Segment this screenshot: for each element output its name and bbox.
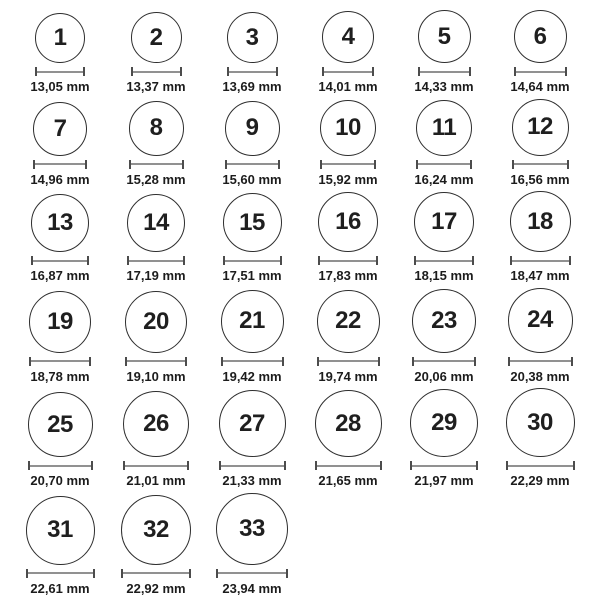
- ring-circle: [131, 12, 182, 63]
- diameter-dimension-line: [506, 461, 575, 470]
- ring-size-number: 27: [239, 409, 265, 437]
- ring-size-cell: [204, 101, 300, 188]
- ring-size-number: 12: [527, 113, 553, 141]
- ring-circle: [29, 291, 91, 353]
- diameter-label: 14,01 mm: [318, 79, 378, 94]
- ring-size-number: 9: [245, 114, 259, 142]
- diameter-dimension-line: [227, 67, 278, 76]
- ring-size-cell: [396, 100, 492, 188]
- ring-size-cell: [492, 388, 588, 489]
- diameter-dimension-line: [127, 256, 185, 265]
- ring-size-number: 14: [143, 209, 169, 237]
- ring-circle: [26, 496, 95, 565]
- ring-size-number: 8: [149, 114, 163, 142]
- ring-size-cell: [12, 13, 108, 95]
- ring-size-number: 5: [437, 22, 451, 50]
- ring-circle: [216, 493, 288, 565]
- ring-circle: [512, 99, 569, 156]
- diameter-dimension-line: [216, 569, 288, 578]
- chart-row: [12, 288, 588, 385]
- diameter-dimension-line: [315, 461, 382, 470]
- ring-size-cell: [300, 11, 396, 95]
- ring-size-number: 21: [239, 307, 265, 335]
- diameter-label: 19,42 mm: [222, 368, 282, 384]
- ring-size-number: 15: [239, 208, 265, 236]
- ring-circle: [129, 101, 184, 156]
- ring-size-number: 23: [431, 306, 457, 334]
- ring-circle: [508, 288, 573, 353]
- diameter-label: 15,60 mm: [222, 171, 282, 187]
- ring-circle: [33, 102, 87, 156]
- ring-size-cell: [204, 493, 300, 597]
- ring-circle: [227, 12, 278, 63]
- ring-size-cell: [108, 495, 204, 597]
- ring-size-cell: [12, 496, 108, 597]
- ring-size-cell: [12, 194, 108, 284]
- ring-size-cell: [396, 289, 492, 385]
- ring-size-cell: [12, 392, 108, 489]
- ring-circle: [410, 389, 478, 457]
- diameter-dimension-line: [26, 569, 95, 578]
- diameter-label: 17,83 mm: [318, 268, 378, 284]
- diameter-dimension-line: [418, 67, 471, 76]
- diameter-label: 14,64 mm: [510, 79, 570, 94]
- diameter-label: 22,29 mm: [510, 473, 570, 489]
- ring-size-cell: [12, 102, 108, 188]
- ring-circle: [121, 495, 191, 565]
- ring-size-number: 32: [143, 515, 169, 543]
- diameter-label: 21,01 mm: [126, 473, 186, 489]
- ring-size-cell: [492, 288, 588, 385]
- diameter-dimension-line: [322, 67, 374, 76]
- ring-size-number: 25: [47, 410, 73, 438]
- diameter-label: 19,10 mm: [126, 368, 186, 384]
- diameter-label: 15,92 mm: [318, 171, 378, 187]
- ring-size-cell: [108, 291, 204, 385]
- diameter-dimension-line: [123, 461, 189, 470]
- ring-size-cell: [492, 191, 588, 284]
- diameter-label: 20,06 mm: [414, 368, 474, 384]
- ring-circle: [35, 13, 85, 63]
- diameter-label: 16,24 mm: [414, 171, 474, 187]
- diameter-label: 15,28 mm: [126, 171, 186, 187]
- ring-size-cell: [300, 100, 396, 188]
- ring-size-cell: [108, 194, 204, 284]
- diameter-label: 18,47 mm: [510, 268, 570, 284]
- ring-size-cell: [300, 290, 396, 385]
- ring-size-cell: [300, 192, 396, 284]
- ring-size-number: 31: [47, 516, 73, 544]
- diameter-dimension-line: [221, 357, 284, 366]
- ring-size-number: 10: [335, 113, 361, 141]
- ring-size-number: 16: [335, 208, 361, 236]
- ring-size-number: 22: [335, 307, 361, 335]
- diameter-dimension-line: [414, 256, 474, 265]
- diameter-dimension-line: [31, 256, 89, 265]
- ring-circle: [414, 192, 474, 252]
- diameter-label: 16,56 mm: [510, 171, 570, 187]
- ring-circle: [223, 193, 282, 252]
- ring-circle: [315, 390, 382, 457]
- diameter-dimension-line: [514, 67, 567, 76]
- diameter-dimension-line: [510, 256, 571, 265]
- ring-size-cell: [108, 391, 204, 489]
- ring-circle: [320, 100, 376, 156]
- diameter-dimension-line: [412, 357, 476, 366]
- diameter-label: 13,69 mm: [222, 79, 282, 94]
- diameter-label: 18,15 mm: [414, 268, 474, 284]
- ring-size-number: 29: [431, 409, 457, 437]
- diameter-dimension-line: [125, 357, 187, 366]
- chart-row: [12, 99, 588, 188]
- diameter-dimension-line: [318, 256, 378, 265]
- ring-size-cell: [108, 12, 204, 95]
- ring-circle: [418, 10, 471, 63]
- ring-size-cell: [108, 101, 204, 188]
- ring-size-cell: [204, 193, 300, 284]
- ring-size-number: 18: [527, 207, 553, 235]
- ring-circle: [123, 391, 189, 457]
- diameter-label: 22,92 mm: [126, 580, 186, 596]
- diameter-dimension-line: [320, 160, 376, 169]
- ring-size-number: 7: [53, 114, 67, 142]
- diameter-dimension-line: [410, 461, 478, 470]
- diameter-dimension-line: [508, 357, 573, 366]
- diameter-dimension-line: [131, 67, 182, 76]
- diameter-dimension-line: [33, 160, 87, 169]
- chart-row: [12, 388, 588, 489]
- diameter-label: 13,05 mm: [30, 79, 90, 94]
- ring-circle: [28, 392, 93, 457]
- ring-size-number: 33: [239, 514, 265, 542]
- ring-circle: [416, 100, 472, 156]
- ring-size-number: 30: [527, 408, 553, 436]
- diameter-label: 20,70 mm: [30, 473, 90, 489]
- diameter-dimension-line: [129, 160, 184, 169]
- ring-circle: [322, 11, 374, 63]
- diameter-label: 23,94 mm: [222, 580, 282, 596]
- diameter-label: 19,74 mm: [318, 368, 378, 384]
- diameter-label: 13,37 mm: [126, 79, 186, 94]
- ring-circle: [31, 194, 89, 252]
- diameter-label: 17,51 mm: [222, 268, 282, 284]
- ring-circle: [514, 10, 567, 63]
- ring-size-number: 20: [143, 307, 169, 335]
- ring-size-cell: [300, 390, 396, 489]
- diameter-dimension-line: [121, 569, 191, 578]
- diameter-label: 22,61 mm: [30, 580, 90, 596]
- diameter-label: 14,33 mm: [414, 79, 474, 94]
- ring-circle: [225, 101, 280, 156]
- diameter-dimension-line: [512, 160, 569, 169]
- ring-size-number: 19: [47, 307, 73, 335]
- chart-row: [12, 10, 588, 95]
- ring-size-cell: [204, 390, 300, 489]
- diameter-dimension-line: [29, 357, 91, 366]
- ring-size-number: 4: [341, 23, 355, 50]
- diameter-label: 21,65 mm: [318, 473, 378, 489]
- diameter-dimension-line: [219, 461, 286, 470]
- diameter-dimension-line: [225, 160, 280, 169]
- ring-circle: [317, 290, 380, 353]
- ring-circle: [318, 192, 378, 252]
- diameter-dimension-line: [416, 160, 472, 169]
- diameter-dimension-line: [223, 256, 282, 265]
- chart-row: [12, 191, 588, 284]
- ring-circle: [127, 194, 185, 252]
- ring-size-number: 11: [431, 113, 457, 141]
- ring-size-number: 13: [47, 209, 73, 237]
- ring-size-number: 26: [143, 410, 169, 438]
- ring-size-number: 2: [149, 23, 163, 51]
- ring-size-number: 3: [245, 23, 259, 51]
- ring-size-number: 6: [533, 22, 547, 50]
- ring-circle: [221, 290, 284, 353]
- ring-size-number: 24: [527, 306, 553, 334]
- ring-size-cell: [396, 389, 492, 489]
- ring-circle: [412, 289, 476, 353]
- ring-size-cell: [396, 10, 492, 95]
- diameter-dimension-line: [35, 67, 85, 76]
- diameter-dimension-line: [28, 461, 93, 470]
- ring-size-cell: [12, 291, 108, 385]
- ring-circle: [510, 191, 571, 252]
- chart-row: [12, 493, 588, 597]
- ring-circle: [219, 390, 286, 457]
- diameter-label: 17,19 mm: [126, 268, 186, 284]
- ring-size-cell: [204, 12, 300, 95]
- diameter-label: 16,87 mm: [30, 268, 90, 284]
- ring-size-number: 28: [335, 409, 361, 437]
- diameter-label: 14,96 mm: [30, 171, 90, 187]
- diameter-label: 21,97 mm: [414, 473, 474, 489]
- diameter-dimension-line: [317, 357, 380, 366]
- ring-circle: [125, 291, 187, 353]
- ring-size-cell: [204, 290, 300, 385]
- ring-size-number: 17: [431, 208, 457, 236]
- ring-circle: [506, 388, 575, 457]
- ring-size-cell: [396, 192, 492, 284]
- ring-size-cell: [492, 99, 588, 188]
- diameter-label: 21,33 mm: [222, 473, 282, 489]
- ring-size-cell: [492, 10, 588, 95]
- ring-size-number: 1: [53, 24, 67, 51]
- diameter-label: 18,78 mm: [30, 368, 90, 384]
- diameter-label: 20,38 mm: [510, 368, 570, 384]
